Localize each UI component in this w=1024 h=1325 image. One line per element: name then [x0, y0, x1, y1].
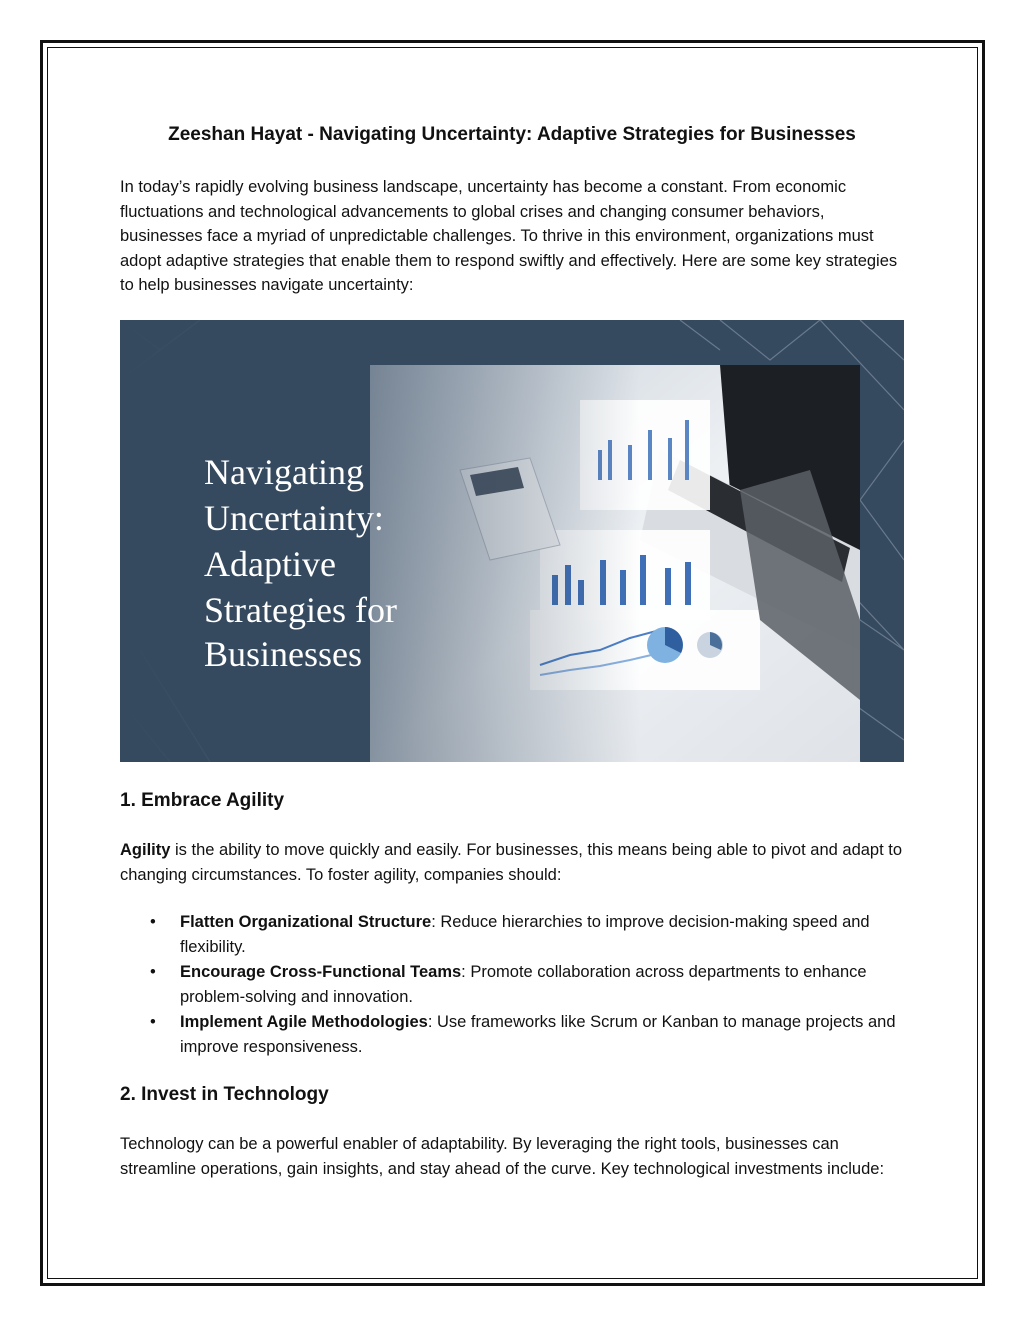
technology-paragraph: Technology can be a powerful enabler of adaptability. By leveraging the right tools, businesses can streamline operations, gain insights, and stay ahead of the curve. Key technological investments include: [120, 1135, 885, 1178]
bullet-term: Flatten Organizational Structure [180, 913, 432, 931]
agility-paragraph [120, 838, 904, 887]
section-heading-technology: 2. Invest in Technology [120, 1084, 329, 1105]
bullet-term: Encourage Cross-Functional Teams [180, 963, 462, 981]
agility-term: Agility [120, 841, 171, 859]
hero-text-line-4: Strategies for [204, 590, 397, 630]
section-heading-agility: 1. Embrace Agility [120, 790, 285, 811]
bullet-icon: • [150, 963, 156, 981]
agility-bullet-list [120, 910, 904, 1060]
hero-text-line-2: Uncertainty: [204, 498, 384, 538]
intro-paragraph: In today’s rapidly evolving business landscape, uncertainty has become a constant. From economic fluctuations and technological advancements to global crises and changing consumer behaviors, businesses face a myriad of unpredictable challenges. To thrive in this environment, organizations must adopt adaptive strategies that enable them to respond swiftly and effectively. Here are some key strategies to help businesses navigate uncertainty: [120, 178, 898, 294]
bullet-text: : Promote collaboration across departments to enhance problem-solving and innovation. [180, 963, 867, 1006]
bullet-text: : Use frameworks like Scrum or Kanban to manage projects and improve responsiveness. [180, 1013, 896, 1056]
document-title: Zeeshan Hayat - Navigating Uncertainty: Adaptive Strategies for Businesses [168, 124, 856, 145]
hero-text-line-3: Adaptive [204, 544, 336, 584]
agility-definition: is the ability to move quickly and easily. For businesses, this means being able to pivot and adapt to changing circumstances. To foster agility, companies should: [120, 841, 903, 884]
bullet-icon: • [150, 913, 156, 931]
bullet-text: : Reduce hierarchies to improve decision-making speed and flexibility. [180, 913, 870, 956]
bullet-icon: • [150, 1013, 156, 1031]
bullet-term: Implement Agile Methodologies [180, 1013, 428, 1031]
hero-text-line-5: Businesses [204, 634, 363, 674]
list-item [120, 960, 904, 1009]
hero-image [120, 320, 904, 762]
hero-text-line-1: Navigating [204, 452, 364, 492]
list-item [120, 1010, 904, 1059]
list-item [120, 910, 904, 959]
